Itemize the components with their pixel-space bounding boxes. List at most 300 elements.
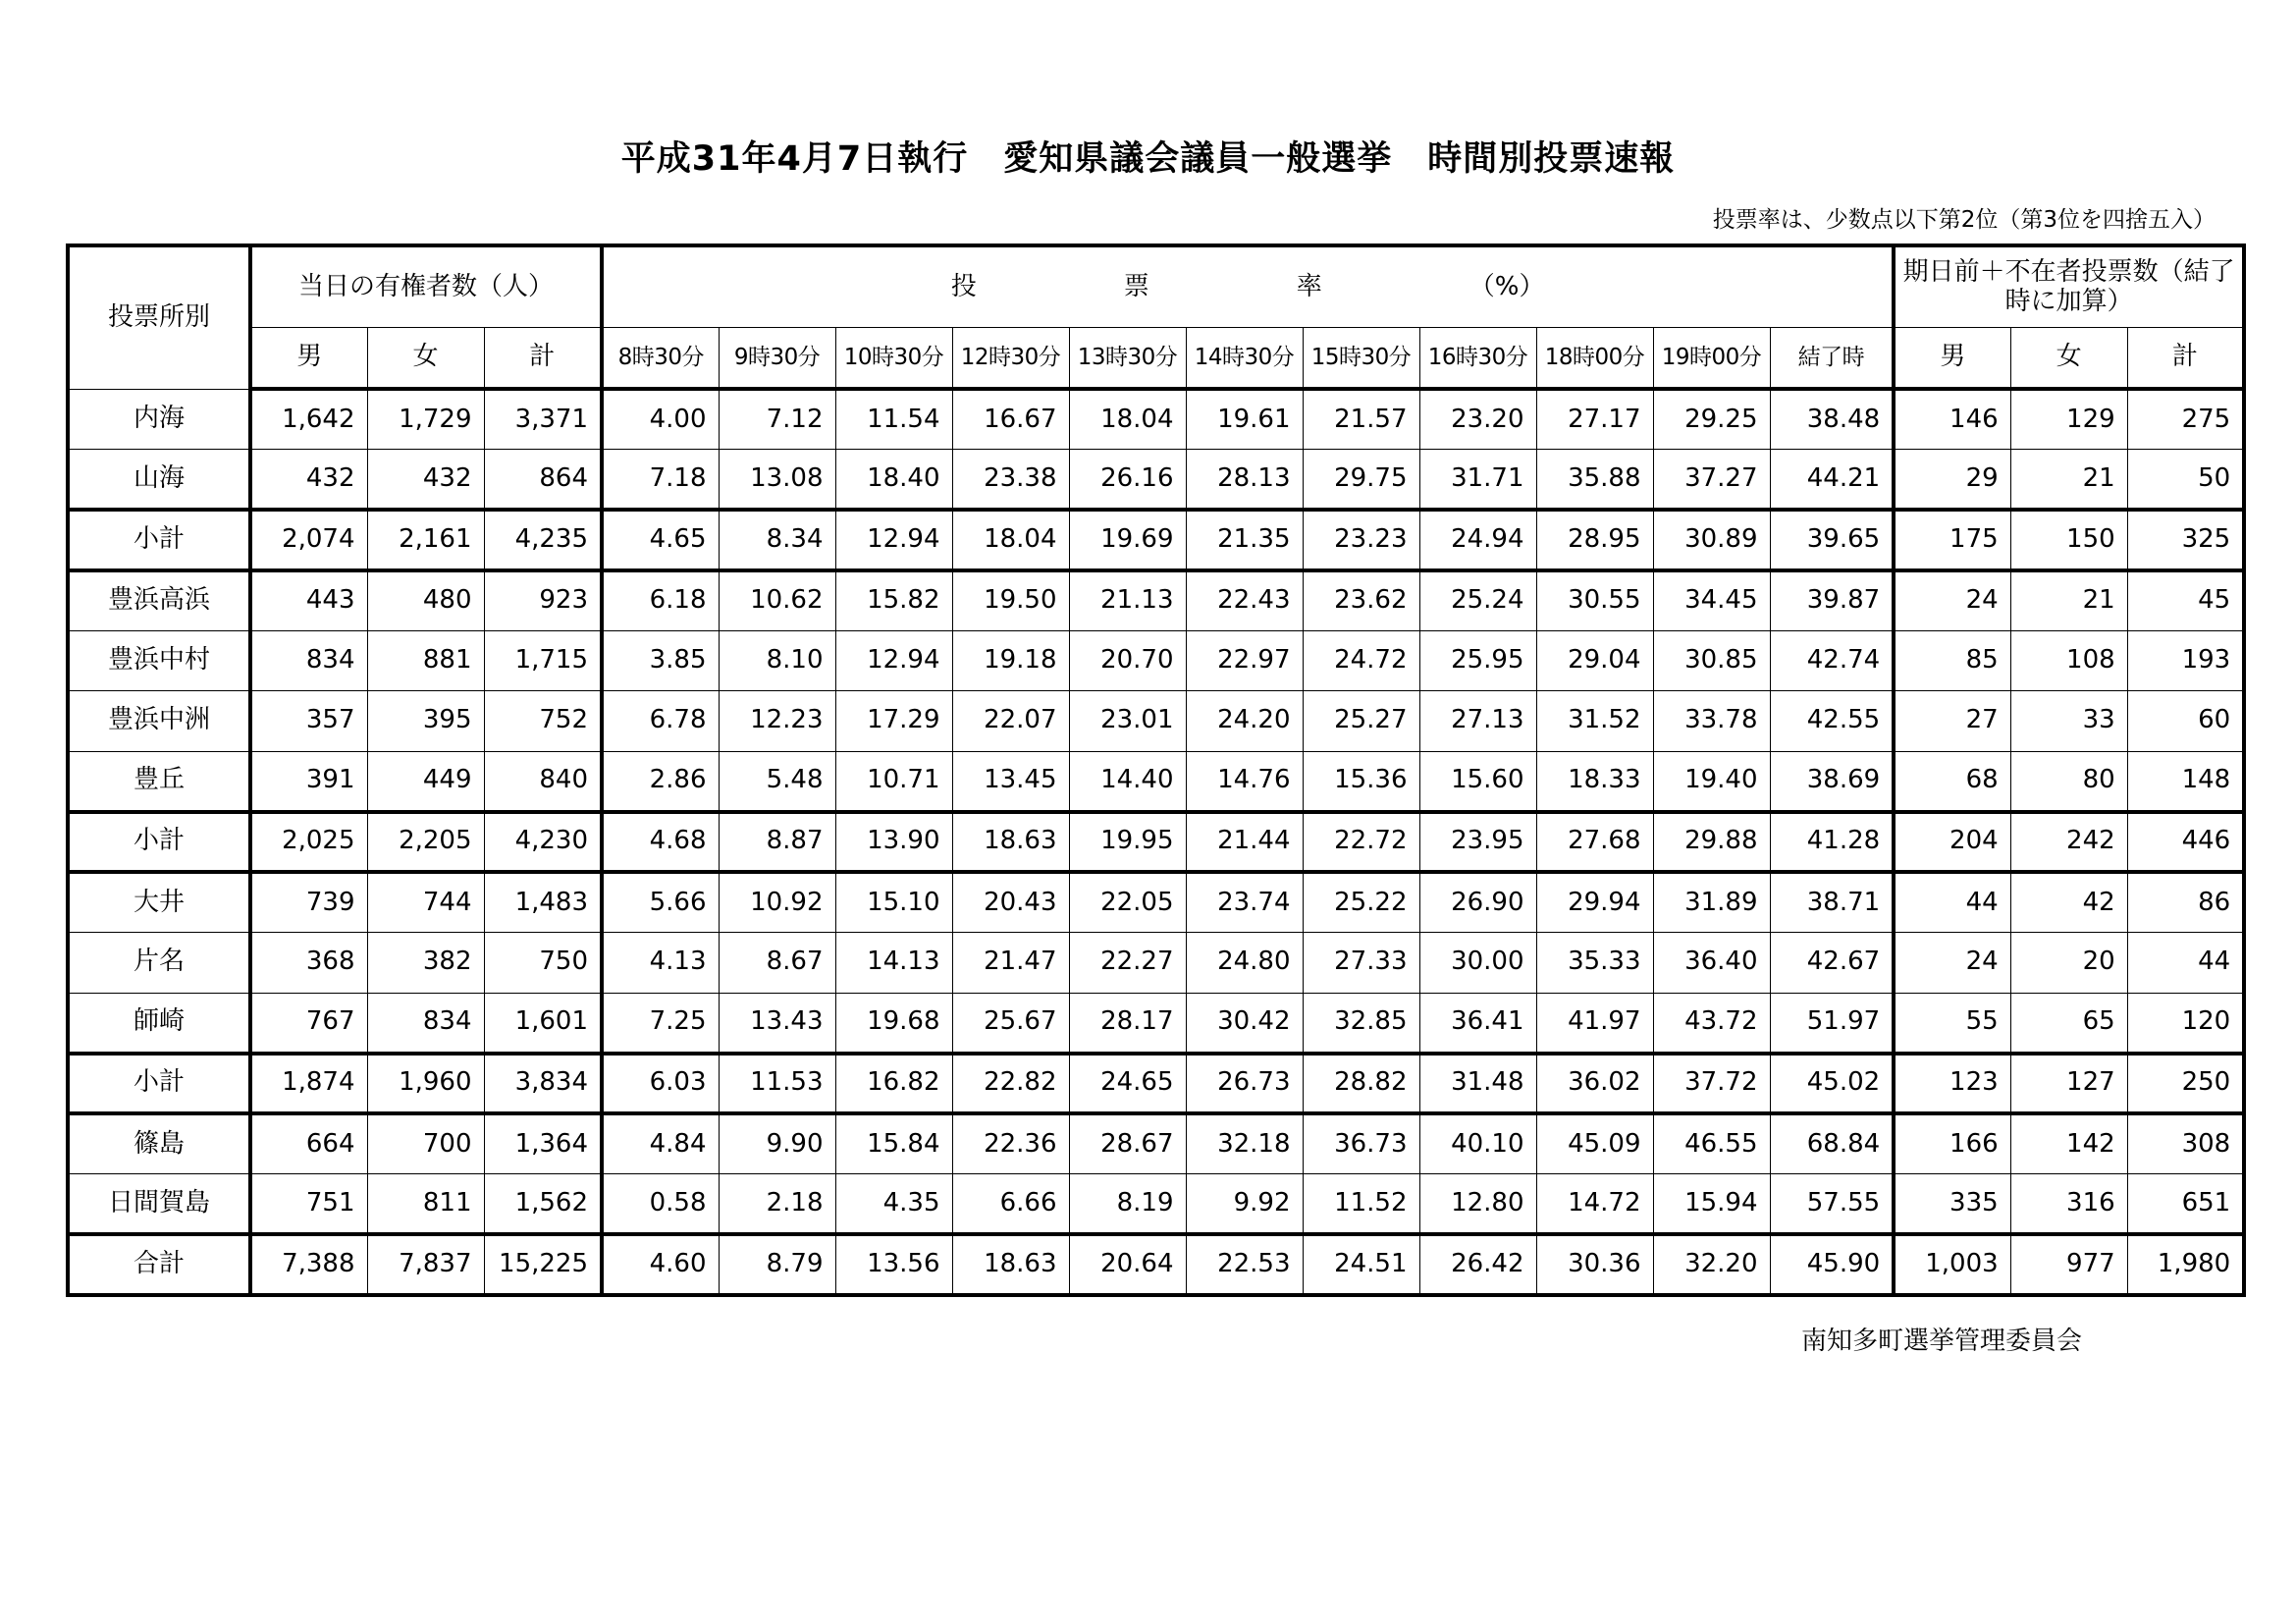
vote-rate-cell: 45.09 (1536, 1113, 1653, 1174)
voters-cell: 752 (484, 691, 602, 752)
vote-rate-cell: 14.76 (1186, 751, 1303, 812)
header-time-col: 結了時 (1770, 328, 1894, 390)
vote-rate-cell: 57.55 (1770, 1174, 1894, 1235)
vote-rate-cell: 5.66 (602, 872, 719, 933)
early-vote-cell: 44 (2127, 933, 2244, 994)
early-vote-cell: 55 (1894, 993, 2010, 1054)
vote-rate-cell: 23.62 (1303, 570, 1419, 631)
vote-rate-cell: 8.67 (719, 933, 835, 994)
voters-cell: 700 (367, 1113, 484, 1174)
early-vote-cell: 27 (1894, 691, 2010, 752)
vote-rate-cell: 37.27 (1653, 450, 1770, 511)
voters-cell: 7,837 (367, 1234, 484, 1295)
vote-rate-cell: 27.13 (1419, 691, 1536, 752)
vote-rate-cell: 17.29 (835, 691, 952, 752)
issuer-name: 南知多町選挙管理委員会 (1800, 1326, 2082, 1356)
vote-rate-cell: 22.53 (1186, 1234, 1303, 1295)
vote-rate-cell: 8.19 (1069, 1174, 1186, 1235)
vote-rate-cell: 29.94 (1536, 872, 1653, 933)
vote-rate-cell: 8.87 (719, 812, 835, 873)
vote-rate-cell: 20.43 (952, 872, 1069, 933)
vote-rate-cell: 19.61 (1186, 389, 1303, 450)
voters-cell: 391 (250, 751, 367, 812)
early-vote-cell: 146 (1894, 389, 2010, 450)
voters-cell: 443 (250, 570, 367, 631)
early-vote-cell: 45 (2127, 570, 2244, 631)
place-name-cell: 豊浜中村 (68, 630, 250, 691)
vote-rate-cell: 25.27 (1303, 691, 1419, 752)
vote-rate-cell: 34.45 (1653, 570, 1770, 631)
header-time-col: 9時30分 (719, 328, 835, 390)
vote-rate-cell: 15.84 (835, 1113, 952, 1174)
vote-rate-cell: 18.04 (1069, 389, 1186, 450)
vote-rate-cell: 42.67 (1770, 933, 1894, 994)
header-time-col: 16時30分 (1419, 328, 1536, 390)
early-vote-cell: 308 (2127, 1113, 2244, 1174)
vote-rate-cell: 28.95 (1536, 510, 1653, 570)
table-row (68, 812, 2244, 873)
vote-rate-cell: 36.02 (1536, 1054, 1653, 1114)
vote-rate-cell: 8.10 (719, 630, 835, 691)
early-vote-cell: 68 (1894, 751, 2010, 812)
vote-rate-cell: 28.13 (1186, 450, 1303, 511)
early-vote-cell: 86 (2127, 872, 2244, 933)
early-vote-cell: 24 (1894, 933, 2010, 994)
vote-rate-cell: 44.21 (1770, 450, 1894, 511)
vote-rate-cell: 23.20 (1419, 389, 1536, 450)
vote-rate-cell: 8.34 (719, 510, 835, 570)
vote-rate-cell: 30.42 (1186, 993, 1303, 1054)
vote-rate-cell: 45.90 (1770, 1234, 1894, 1295)
voters-cell: 1,874 (250, 1054, 367, 1114)
table-body (68, 389, 2244, 1295)
header-rate-char-1: 投 (950, 271, 977, 301)
vote-rate-cell: 42.74 (1770, 630, 1894, 691)
vote-rate-cell: 28.17 (1069, 993, 1186, 1054)
vote-rate-cell: 23.38 (952, 450, 1069, 511)
voters-cell: 4,230 (484, 812, 602, 873)
vote-rate-cell: 42.55 (1770, 691, 1894, 752)
vote-rate-cell: 40.10 (1419, 1113, 1536, 1174)
voters-cell: 767 (250, 993, 367, 1054)
vote-rate-cell: 8.79 (719, 1234, 835, 1295)
vote-rate-cell: 68.84 (1770, 1113, 1894, 1174)
header-early-vote-group: 期日前＋不在者投票数（結了時に加算） (1894, 245, 2244, 328)
vote-rate-cell: 39.87 (1770, 570, 1894, 631)
early-vote-cell: 20 (2010, 933, 2127, 994)
table-row (68, 751, 2244, 812)
vote-rate-cell: 14.40 (1069, 751, 1186, 812)
header-voters-col: 計 (484, 328, 602, 390)
voters-cell: 864 (484, 450, 602, 511)
vote-rate-cell: 21.35 (1186, 510, 1303, 570)
vote-rate-cell: 6.03 (602, 1054, 719, 1114)
early-vote-cell: 204 (1894, 812, 2010, 873)
voters-cell: 3,834 (484, 1054, 602, 1114)
vote-rate-cell: 18.40 (835, 450, 952, 511)
vote-rate-cell: 15.36 (1303, 751, 1419, 812)
vote-rate-cell: 13.45 (952, 751, 1069, 812)
voters-cell: 1,562 (484, 1174, 602, 1235)
early-vote-cell: 85 (1894, 630, 2010, 691)
vote-rate-cell: 11.52 (1303, 1174, 1419, 1235)
early-vote-cell: 42 (2010, 872, 2127, 933)
early-vote-cell: 446 (2127, 812, 2244, 873)
header-time-col: 10時30分 (835, 328, 952, 390)
vote-rate-cell: 14.72 (1536, 1174, 1653, 1235)
early-vote-cell: 50 (2127, 450, 2244, 511)
vote-rate-cell: 10.92 (719, 872, 835, 933)
header-time-col: 14時30分 (1186, 328, 1303, 390)
header-voters-group: 当日の有権者数（人） (250, 245, 602, 328)
vote-rate-cell: 22.43 (1186, 570, 1303, 631)
vote-rate-cell: 20.64 (1069, 1234, 1186, 1295)
early-vote-cell: 21 (2010, 450, 2127, 511)
vote-rate-cell: 23.23 (1303, 510, 1419, 570)
vote-rate-cell: 22.05 (1069, 872, 1186, 933)
vote-rate-cell: 24.72 (1303, 630, 1419, 691)
vote-rate-cell: 9.92 (1186, 1174, 1303, 1235)
vote-rate-cell: 28.82 (1303, 1054, 1419, 1114)
vote-rate-cell: 19.18 (952, 630, 1069, 691)
vote-rate-cell: 2.18 (719, 1174, 835, 1235)
table-row (68, 570, 2244, 631)
vote-rate-cell: 5.48 (719, 751, 835, 812)
voters-cell: 834 (367, 993, 484, 1054)
vote-rate-cell: 15.60 (1419, 751, 1536, 812)
early-vote-cell: 1,980 (2127, 1234, 2244, 1295)
voters-cell: 1,483 (484, 872, 602, 933)
vote-rate-cell: 21.44 (1186, 812, 1303, 873)
vote-rate-cell: 26.42 (1419, 1234, 1536, 1295)
early-vote-cell: 123 (1894, 1054, 2010, 1114)
vote-rate-cell: 4.65 (602, 510, 719, 570)
vote-rate-cell: 7.25 (602, 993, 719, 1054)
vote-rate-cell: 12.23 (719, 691, 835, 752)
vote-rate-cell: 21.13 (1069, 570, 1186, 631)
vote-rate-cell: 24.51 (1303, 1234, 1419, 1295)
header-rate-char-2: 票 (1123, 271, 1149, 301)
vote-rate-cell: 4.60 (602, 1234, 719, 1295)
early-vote-cell: 24 (1894, 570, 2010, 631)
header-time-col: 13時30分 (1069, 328, 1186, 390)
voters-cell: 840 (484, 751, 602, 812)
vote-rate-cell: 13.90 (835, 812, 952, 873)
vote-rate-cell: 25.67 (952, 993, 1069, 1054)
vote-rate-cell: 29.04 (1536, 630, 1653, 691)
vote-rate-cell: 9.90 (719, 1113, 835, 1174)
vote-rate-cell: 16.82 (835, 1054, 952, 1114)
vote-rate-cell: 25.22 (1303, 872, 1419, 933)
place-name-cell: 日間賀島 (68, 1174, 250, 1235)
vote-rate-cell: 19.95 (1069, 812, 1186, 873)
vote-rate-cell: 31.71 (1419, 450, 1536, 511)
vote-rate-cell: 22.97 (1186, 630, 1303, 691)
vote-rate-cell: 27.33 (1303, 933, 1419, 994)
voters-cell: 382 (367, 933, 484, 994)
table-row (68, 1234, 2244, 1295)
rounding-note: 投票率は、少数点以下第2位（第3位を四捨五入） (1712, 207, 2216, 233)
vote-rate-cell: 33.78 (1653, 691, 1770, 752)
vote-rate-cell: 18.04 (952, 510, 1069, 570)
vote-rate-cell: 11.53 (719, 1054, 835, 1114)
vote-rate-cell: 3.85 (602, 630, 719, 691)
place-name-cell: 小計 (68, 1054, 250, 1114)
voters-cell: 357 (250, 691, 367, 752)
early-vote-cell: 33 (2010, 691, 2127, 752)
voters-cell: 1,601 (484, 993, 602, 1054)
vote-rate-cell: 4.13 (602, 933, 719, 994)
early-vote-cell: 44 (1894, 872, 2010, 933)
vote-rate-cell: 31.48 (1419, 1054, 1536, 1114)
vote-rate-cell: 29.25 (1653, 389, 1770, 450)
vote-rate-cell: 19.40 (1653, 751, 1770, 812)
vote-rate-cell: 16.67 (952, 389, 1069, 450)
vote-rate-cell: 22.36 (952, 1113, 1069, 1174)
vote-rate-cell: 6.78 (602, 691, 719, 752)
voters-cell: 3,371 (484, 389, 602, 450)
vote-rate-cell: 36.41 (1419, 993, 1536, 1054)
vote-rate-cell: 18.63 (952, 812, 1069, 873)
voters-cell: 664 (250, 1113, 367, 1174)
early-vote-cell: 150 (2010, 510, 2127, 570)
early-vote-cell: 977 (2010, 1234, 2127, 1295)
vote-rate-cell: 32.20 (1653, 1234, 1770, 1295)
vote-rate-cell: 45.02 (1770, 1054, 1894, 1114)
vote-rate-cell: 6.18 (602, 570, 719, 631)
header-time-col: 19時00分 (1653, 328, 1770, 390)
table-row (68, 630, 2244, 691)
vote-rate-cell: 4.68 (602, 812, 719, 873)
table-row (68, 1054, 2244, 1114)
voters-cell: 432 (367, 450, 484, 511)
vote-rate-cell: 21.57 (1303, 389, 1419, 450)
vote-rate-cell: 30.00 (1419, 933, 1536, 994)
voters-cell: 368 (250, 933, 367, 994)
voters-cell: 449 (367, 751, 484, 812)
voters-cell: 750 (484, 933, 602, 994)
early-vote-cell: 242 (2010, 812, 2127, 873)
voters-cell: 4,235 (484, 510, 602, 570)
vote-rate-cell: 24.94 (1419, 510, 1536, 570)
vote-rate-cell: 36.73 (1303, 1113, 1419, 1174)
vote-rate-cell: 26.90 (1419, 872, 1536, 933)
vote-rate-cell: 27.17 (1536, 389, 1653, 450)
early-vote-cell: 21 (2010, 570, 2127, 631)
voters-cell: 395 (367, 691, 484, 752)
vote-rate-cell: 39.65 (1770, 510, 1894, 570)
voters-cell: 2,025 (250, 812, 367, 873)
table-row (68, 993, 2244, 1054)
vote-rate-cell: 29.88 (1653, 812, 1770, 873)
vote-rate-cell: 13.43 (719, 993, 835, 1054)
place-name-cell: 大井 (68, 872, 250, 933)
vote-rate-cell: 37.72 (1653, 1054, 1770, 1114)
vote-rate-cell: 30.36 (1536, 1234, 1653, 1295)
early-vote-cell: 80 (2010, 751, 2127, 812)
vote-rate-cell: 7.12 (719, 389, 835, 450)
vote-rate-cell: 24.20 (1186, 691, 1303, 752)
header-early-col: 計 (2127, 328, 2244, 390)
voters-cell: 2,205 (367, 812, 484, 873)
table-row (68, 510, 2244, 570)
vote-rate-cell: 2.86 (602, 751, 719, 812)
vote-rate-cell: 19.50 (952, 570, 1069, 631)
vote-rate-cell: 38.48 (1770, 389, 1894, 450)
vote-rate-cell: 51.97 (1770, 993, 1894, 1054)
vote-rate-cell: 0.58 (602, 1174, 719, 1235)
place-name-cell: 片名 (68, 933, 250, 994)
vote-rate-cell: 24.80 (1186, 933, 1303, 994)
vote-rate-cell: 25.95 (1419, 630, 1536, 691)
header-rate-char-4: （%） (1468, 271, 1545, 301)
vote-rate-cell: 23.01 (1069, 691, 1186, 752)
vote-rate-cell: 41.28 (1770, 812, 1894, 873)
place-name-cell: 合計 (68, 1234, 250, 1295)
vote-rate-cell: 24.65 (1069, 1054, 1186, 1114)
vote-rate-cell: 15.10 (835, 872, 952, 933)
vote-rate-cell: 35.88 (1536, 450, 1653, 511)
vote-rate-cell: 29.75 (1303, 450, 1419, 511)
vote-rate-cell: 13.56 (835, 1234, 952, 1295)
vote-rate-cell: 38.71 (1770, 872, 1894, 933)
voters-cell: 834 (250, 630, 367, 691)
voters-cell: 923 (484, 570, 602, 631)
vote-rate-cell: 11.54 (835, 389, 952, 450)
vote-rate-cell: 4.00 (602, 389, 719, 450)
early-vote-cell: 316 (2010, 1174, 2127, 1235)
voters-cell: 1,715 (484, 630, 602, 691)
place-name-cell: 小計 (68, 812, 250, 873)
vote-rate-cell: 32.18 (1186, 1113, 1303, 1174)
header-time-col: 15時30分 (1303, 328, 1419, 390)
vote-rate-cell: 32.85 (1303, 993, 1419, 1054)
vote-rate-cell: 12.94 (835, 630, 952, 691)
voters-cell: 2,161 (367, 510, 484, 570)
place-name-cell: 豊浜高浜 (68, 570, 250, 631)
early-vote-cell: 250 (2127, 1054, 2244, 1114)
place-name-cell: 篠島 (68, 1113, 250, 1174)
header-vote-rate-group (602, 245, 1894, 328)
header-rate-char-3: 率 (1296, 271, 1322, 301)
vote-rate-cell: 30.55 (1536, 570, 1653, 631)
voters-cell: 1,960 (367, 1054, 484, 1114)
vote-rate-cell: 31.89 (1653, 872, 1770, 933)
vote-rate-cell: 43.72 (1653, 993, 1770, 1054)
voters-cell: 881 (367, 630, 484, 691)
vote-rate-cell: 41.97 (1536, 993, 1653, 1054)
vote-rate-cell: 18.33 (1536, 751, 1653, 812)
place-name-cell: 豊浜中洲 (68, 691, 250, 752)
header-place: 投票所別 (68, 245, 250, 389)
voters-cell: 480 (367, 570, 484, 631)
vote-rate-cell: 22.27 (1069, 933, 1186, 994)
vote-rate-cell: 31.52 (1536, 691, 1653, 752)
vote-rate-cell: 46.55 (1653, 1113, 1770, 1174)
voters-cell: 15,225 (484, 1234, 602, 1295)
table-row (68, 872, 2244, 933)
early-vote-cell: 166 (1894, 1113, 2010, 1174)
early-vote-cell: 65 (2010, 993, 2127, 1054)
early-vote-cell: 29 (1894, 450, 2010, 511)
subheader-row (68, 328, 2244, 390)
voters-cell: 751 (250, 1174, 367, 1235)
voters-cell: 1,642 (250, 389, 367, 450)
vote-rate-cell: 27.68 (1536, 812, 1653, 873)
early-vote-cell: 193 (2127, 630, 2244, 691)
vote-rate-cell: 12.94 (835, 510, 952, 570)
vote-rate-cell: 26.73 (1186, 1054, 1303, 1114)
vote-rate-cell: 25.24 (1419, 570, 1536, 631)
vote-rate-cell: 20.70 (1069, 630, 1186, 691)
early-vote-cell: 60 (2127, 691, 2244, 752)
place-name-cell: 小計 (68, 510, 250, 570)
vote-rate-cell: 19.68 (835, 993, 952, 1054)
vote-rate-cell: 22.82 (952, 1054, 1069, 1114)
voters-cell: 811 (367, 1174, 484, 1235)
vote-rate-cell: 28.67 (1069, 1113, 1186, 1174)
vote-rate-cell: 26.16 (1069, 450, 1186, 511)
vote-rate-cell: 10.62 (719, 570, 835, 631)
place-name-cell: 師崎 (68, 993, 250, 1054)
early-vote-cell: 108 (2010, 630, 2127, 691)
early-vote-cell: 175 (1894, 510, 2010, 570)
voters-cell: 739 (250, 872, 367, 933)
header-early-col: 男 (1894, 328, 2010, 390)
vote-rate-cell: 14.13 (835, 933, 952, 994)
vote-rate-cell: 22.72 (1303, 812, 1419, 873)
header-time-col: 8時30分 (602, 328, 719, 390)
header-time-col: 18時00分 (1536, 328, 1653, 390)
table-row (68, 450, 2244, 511)
vote-rate-cell: 18.63 (952, 1234, 1069, 1295)
voters-cell: 1,364 (484, 1113, 602, 1174)
vote-rate-cell: 15.82 (835, 570, 952, 631)
voters-cell: 432 (250, 450, 367, 511)
voters-cell: 744 (367, 872, 484, 933)
vote-rate-cell: 21.47 (952, 933, 1069, 994)
early-vote-cell: 148 (2127, 751, 2244, 812)
vote-rate-cell: 7.18 (602, 450, 719, 511)
table-row (68, 1174, 2244, 1235)
early-vote-cell: 120 (2127, 993, 2244, 1054)
header-voters-col: 男 (250, 328, 367, 390)
page-title: 平成31年4月7日執行 愛知県議会議員一般選挙 時間別投票速報 (620, 139, 1676, 179)
header-early-col: 女 (2010, 328, 2127, 390)
vote-rate-cell: 23.95 (1419, 812, 1536, 873)
vote-rate-cell: 36.40 (1653, 933, 1770, 994)
vote-rate-cell: 38.69 (1770, 751, 1894, 812)
early-vote-cell: 275 (2127, 389, 2244, 450)
place-name-cell: 内海 (68, 389, 250, 450)
early-vote-cell: 325 (2127, 510, 2244, 570)
table-row (68, 389, 2244, 450)
vote-rate-cell: 6.66 (952, 1174, 1069, 1235)
early-vote-cell: 127 (2010, 1054, 2127, 1114)
header-time-col: 12時30分 (952, 328, 1069, 390)
vote-rate-cell: 10.71 (835, 751, 952, 812)
vote-rate-cell: 30.89 (1653, 510, 1770, 570)
early-vote-cell: 335 (1894, 1174, 2010, 1235)
table-row (68, 691, 2244, 752)
early-vote-cell: 129 (2010, 389, 2127, 450)
place-name-cell: 山海 (68, 450, 250, 511)
voters-cell: 1,729 (367, 389, 484, 450)
place-name-cell: 豊丘 (68, 751, 250, 812)
vote-rate-cell: 12.80 (1419, 1174, 1536, 1235)
early-vote-cell: 651 (2127, 1174, 2244, 1235)
vote-rate-cell: 4.35 (835, 1174, 952, 1235)
